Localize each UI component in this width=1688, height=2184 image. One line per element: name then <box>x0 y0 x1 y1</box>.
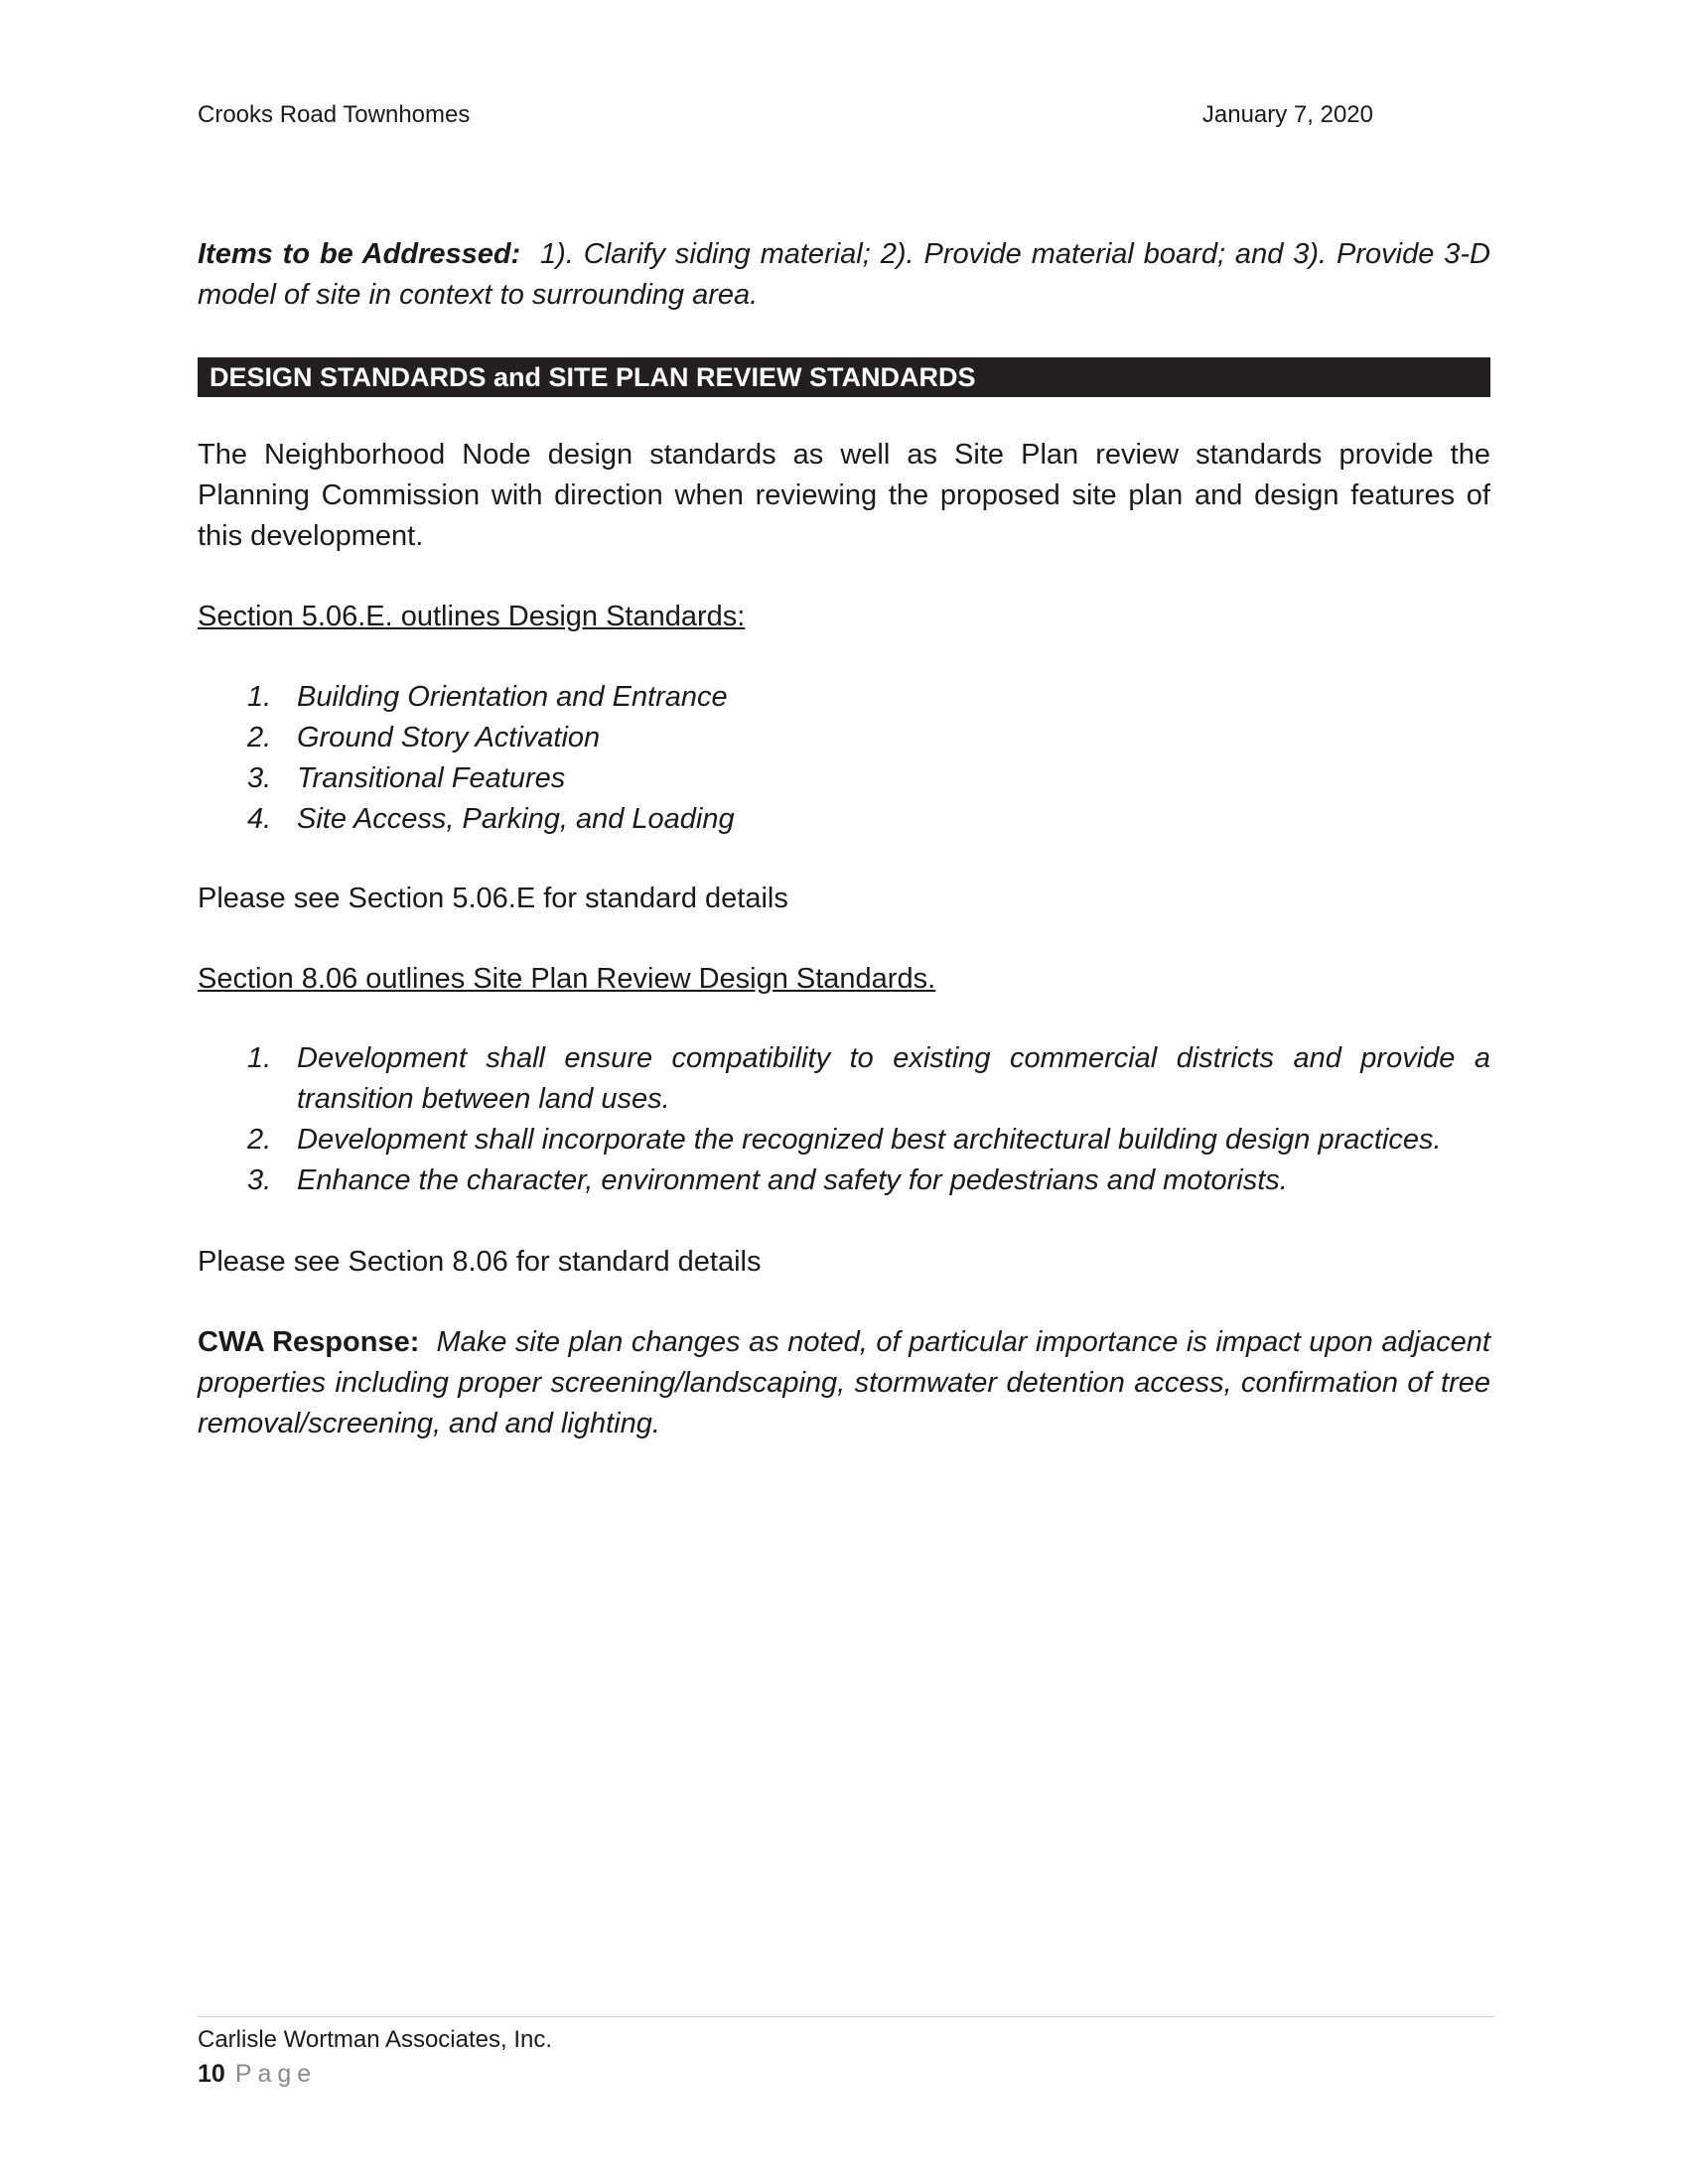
site-plan-standards-heading: Section 8.06 outlines Site Plan Review Design Standards. <box>198 963 936 995</box>
footer-divider <box>198 2016 1494 2017</box>
design-standards-note: Please see Section 5.06.E for standard details <box>198 883 788 914</box>
header-project-title: Crooks Road Townhomes <box>198 101 471 128</box>
cwa-response <box>198 1322 1490 1444</box>
footer-page-number <box>198 2057 317 2091</box>
list-item: 2. Development shall incorporate the recognized best architectural building design practices. <box>247 1124 1442 1156</box>
list-item: 3. Enhance the character, environment and safety for pedestrians and motorists. <box>247 1164 1288 1196</box>
list-item: 2. Ground Story Activation <box>247 722 601 753</box>
running-header <box>198 101 1373 129</box>
list-item: 1. Development shall ensure compatibility to existing commercial districts and provide a transition between land uses. <box>247 1042 1490 1115</box>
list-item: 3. Transitional Features <box>247 762 566 794</box>
footer-organization: Carlisle Wortman Associates, Inc. <box>198 2026 553 2053</box>
page-label: Page <box>234 2060 318 2088</box>
items-to-be-addressed <box>198 234 1490 316</box>
section-heading-bar: DESIGN STANDARDS and SITE PLAN REVIEW STANDARDS <box>198 357 1490 397</box>
design-standards-list <box>198 677 1490 840</box>
site-plan-standards-list <box>198 1038 1490 1201</box>
items-addressed-label: Items to be Addressed: <box>198 238 521 270</box>
header-date: January 7, 2020 <box>1201 101 1373 128</box>
items-addressed-text: 1). Clarify siding material; 2). Provide material board; and 3). Provide 3-D model of site in context to surrounding area. <box>198 238 1490 311</box>
intro-paragraph: The Neighborhood Node design standards as well as Site Plan review standards provide the Planning Commission with direction when reviewing the proposed site plan and design features of this development. <box>198 439 1490 552</box>
page-number: 10 <box>198 2060 225 2088</box>
cwa-response-text: Make site plan changes as noted, of particular importance is impact upon adjacent properties including proper screening/landscaping, stormwater detention access, confirmation of tree removal/screening, and and lighting. <box>198 1326 1490 1439</box>
site-plan-standards-note: Please see Section 8.06 for standard details <box>198 1246 762 1278</box>
list-item: 1. Building Orientation and Entrance <box>247 681 728 713</box>
list-item: 4. Site Access, Parking, and Loading <box>247 803 735 835</box>
document-page <box>198 0 1490 2184</box>
cwa-response-label: CWA Response: <box>198 1326 420 1358</box>
design-standards-heading: Section 5.06.E. outlines Design Standards: <box>198 601 746 632</box>
